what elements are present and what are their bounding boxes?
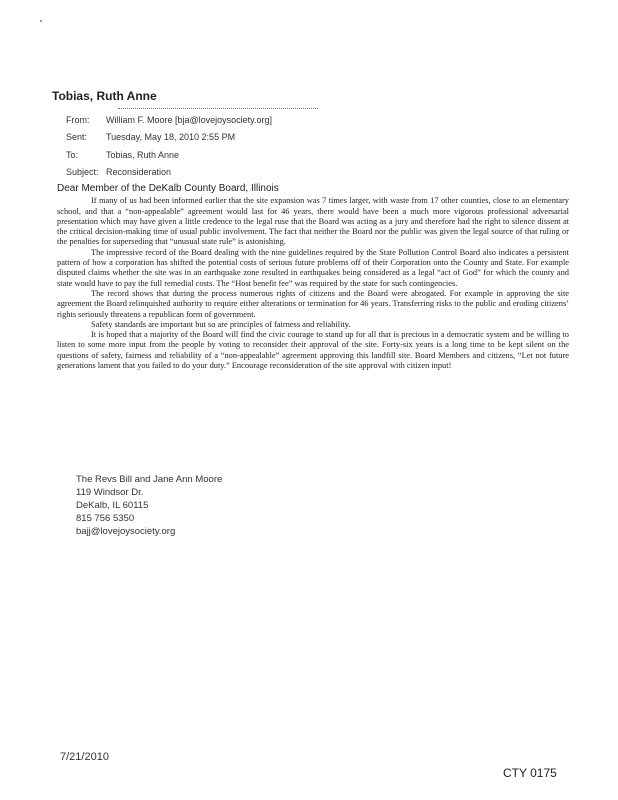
letter-paragraph: If many of us had been informed earlier that the site expansion was 7 times larger, with waste from 17 other counties, close to an elementary school, and that a “non-appealable” agreement would last for 46 years, there would have been a much more vigorous professional adversarial presentation which may have given a little credence to the legal ruse that the Board was acting as a jury and therefore had the right to silence dissent at the critical decision-making time of usual public involvement. The fact that neither the Board nor the public was given the legal source of that ruling or the penalties for superseding that “unusual state rule” is astonishing. bbox=[57, 196, 569, 247]
salutation: Dear Member of the DeKalb County Board, Illinois bbox=[57, 183, 279, 194]
from-label: From: bbox=[66, 115, 90, 125]
to-row bbox=[66, 150, 180, 160]
signature-street: 119 Windsor Dr. bbox=[76, 487, 144, 498]
document-id: CTY 0175 bbox=[503, 766, 557, 780]
signature-phone: 815 756 5350 bbox=[76, 513, 135, 524]
sent-label: Sent: bbox=[66, 132, 88, 142]
signature-email: bajj@lovejoysociety.org bbox=[76, 526, 176, 537]
subject-label: Subject: bbox=[66, 167, 99, 177]
to-label: To: bbox=[66, 150, 79, 160]
from-value: William F. Moore [bja@lovejoysociety.org] bbox=[106, 115, 273, 125]
to-value: Tobias, Ruth Anne bbox=[106, 150, 180, 160]
letter-body bbox=[57, 184, 569, 371]
signature-city: DeKalb, IL 60115 bbox=[76, 500, 149, 511]
footer-date: 7/21/2010 bbox=[60, 751, 109, 763]
recipient-name-header: Tobias, Ruth Anne bbox=[52, 89, 157, 103]
letter-paragraph: It is hoped that a majority of the Board will find the civic courage to stand up for all that is precious in a democratic system and be willing to listen to some more input from the people by voting to reconsider their approval of the site. Forty-six years is a long time to be kept silent on the questions of safety, fairness and reliability of a “non-appealable” agreement approving this landfill site. Board Members and citizens, “Let not future generations lament that you failed to do your duty.” Encourage reconsideration of the site approval with citizen input! bbox=[57, 330, 569, 371]
scan-speck bbox=[40, 20, 42, 22]
subject-row bbox=[66, 167, 172, 177]
signature-block bbox=[76, 473, 222, 538]
signature-names: The Revs Bill and Jane Ann Moore bbox=[76, 474, 223, 485]
letter-paragraph: The impressive record of the Board dealing with the nine guidelines required by the State Pollution Control Board also indicates a persistent pattern of how a corporation has shifted the potential costs of serious future problems off of their Corporation onto the County and State. For example disputed claims whether the site was in an earthquake zone resulted in earthquakes being considered as a legal “act of God” for which the county and state would have to pay the full remedial costs. The “Host benefit fee” was required by the state for such contingencies. bbox=[57, 247, 569, 288]
letter-paragraph: The record shows that during the process numerous rights of citizens and the Board were abrogated. For example in approving the site agreement the Board relinquished authority to require either alterations or termination for 46 years. Transferring risks to the public and eroding citizens’ rights seriously threatens a republican form of government. bbox=[57, 288, 569, 319]
letter-paragraph: Safety standards are important but so are principles of fairness and reliability. bbox=[91, 319, 351, 329]
sent-value: Tuesday, May 18, 2010 2:55 PM bbox=[106, 132, 236, 142]
from-row bbox=[66, 115, 273, 125]
subject-value: Reconsideration bbox=[106, 167, 172, 177]
header-dotted-rule bbox=[118, 108, 318, 109]
sent-row bbox=[66, 132, 236, 142]
